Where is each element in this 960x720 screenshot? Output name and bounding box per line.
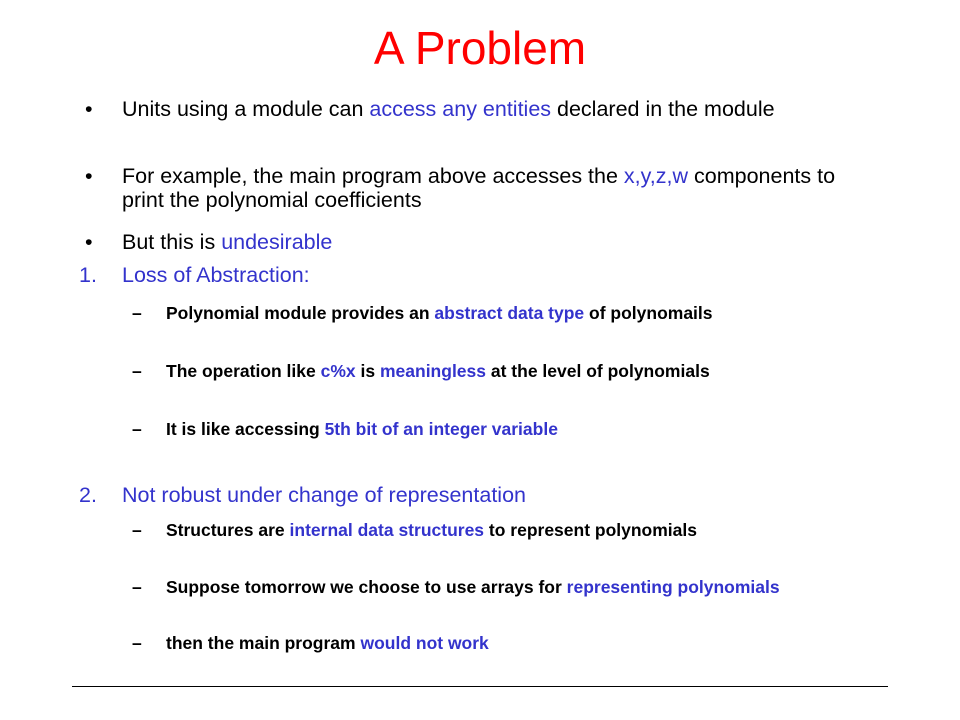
dash-marker: – — [132, 633, 142, 653]
highlight-text: would not work — [360, 633, 489, 653]
highlight-text: undesirable — [221, 230, 333, 254]
sub-bullet-5th-bit: – It is like accessing 5th bit of an integer variable — [132, 419, 558, 439]
highlight-text: abstract data type — [434, 303, 585, 323]
sub-bullet-meaningless-operation: – The operation like c%x is meaningless at the level of polynomials — [132, 361, 710, 381]
highlight-text: 5th bit of an integer variable — [324, 419, 558, 439]
dash-marker: – — [132, 577, 142, 597]
highlight-text: meaningless — [379, 361, 487, 381]
slide-title: A Problem — [373, 22, 587, 74]
highlight-text: c%x — [320, 361, 356, 381]
highlight-text: representing polynomials — [566, 577, 780, 597]
sub-bullet-abstract-data-type: – Polynomial module provides an abstract data type of polynomails — [132, 303, 713, 323]
sub-bullet-arrays: – Suppose tomorrow we choose to use arrays for representing polynomials — [132, 577, 780, 597]
bullet-access-entities: • Units using a module can access any entities declared in the module — [85, 97, 775, 121]
sub-bullet-would-not-work: – then the main program would not work — [132, 633, 489, 653]
bullet-marker: • — [85, 230, 93, 254]
dash-marker: – — [132, 520, 142, 540]
highlight-text: x,y,z,w — [623, 164, 689, 188]
highlight-text: internal data structures — [289, 520, 485, 540]
bullet-marker: • — [85, 164, 93, 188]
dash-marker: – — [132, 303, 142, 323]
item-number: 1. — [79, 263, 97, 287]
sub-bullet-internal-structures: – Structures are internal data structures to represent polynomials — [132, 520, 697, 540]
bullet-marker: • — [85, 97, 93, 121]
bullet-undesirable: • But this is undesirable — [85, 230, 333, 254]
dash-marker: – — [132, 419, 142, 439]
item-number: 2. — [79, 483, 97, 507]
footer-divider — [72, 686, 888, 687]
dash-marker: – — [132, 361, 142, 381]
numbered-item-not-robust: 2. Not robust under change of representation — [79, 483, 526, 507]
numbered-item-loss-of-abstraction: 1. Loss of Abstraction: — [79, 263, 310, 287]
bullet-main-program-example: • For example, the main program above accesses the x,y,z,w components to print the polynomial coefficients — [85, 164, 836, 212]
highlight-text: access any entities — [369, 97, 552, 121]
